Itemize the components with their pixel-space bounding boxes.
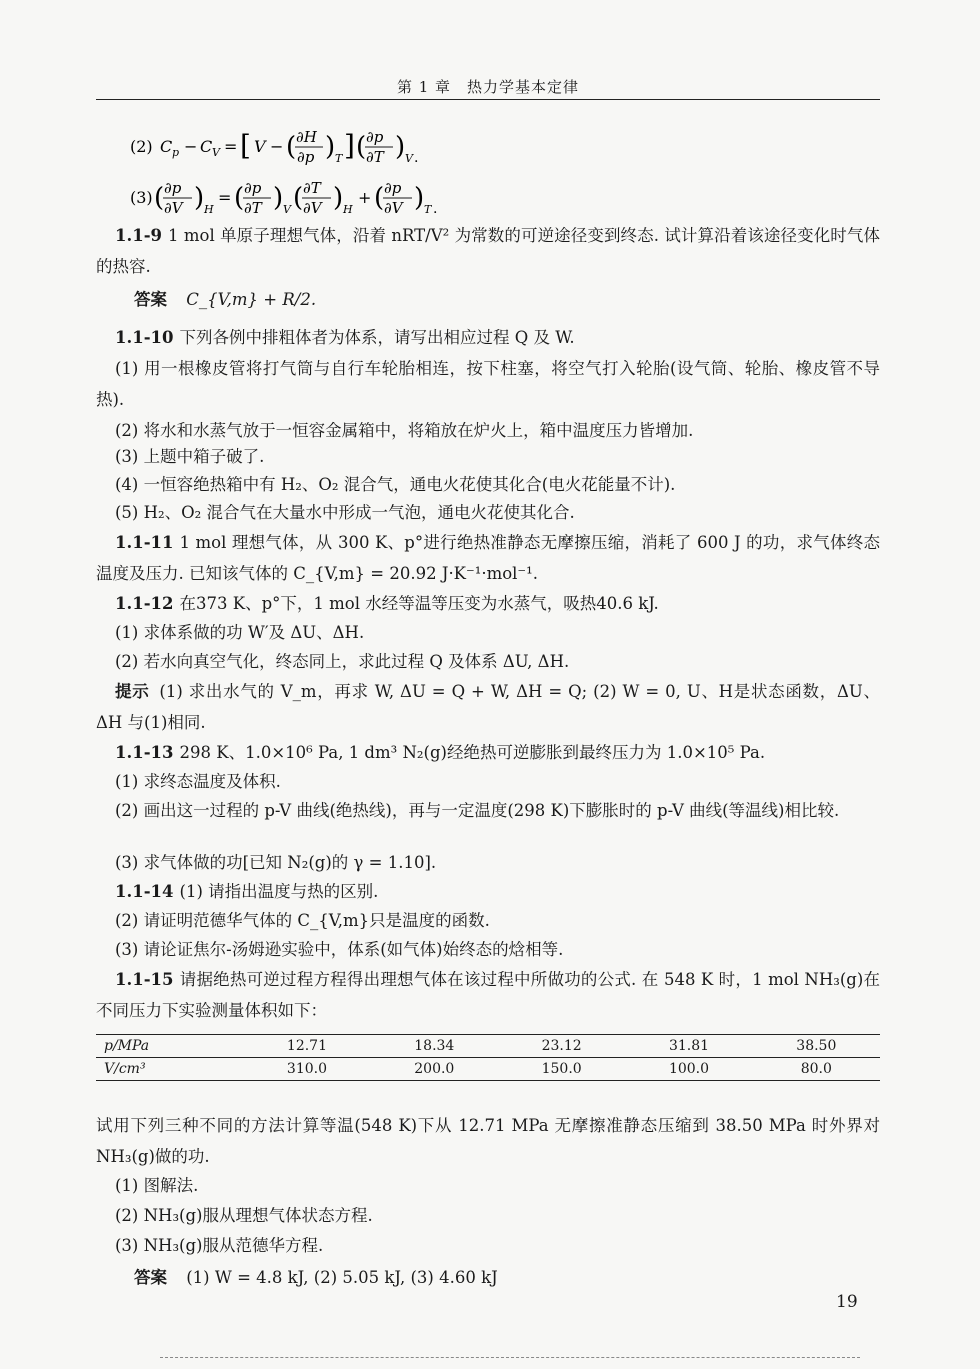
problem-1-1-14-item-2: (2) 请证明范德华气体的 C_{V,m}只是温度的函数. [115,911,490,930]
problem-1-1-10-item-4: (4) 一恒容绝热箱中有 H₂、O₂ 混合气，通电火花使其化合(电火花能量不计). [115,475,676,494]
svg-text:): ) [395,132,406,162]
svg-text:(: ( [154,183,165,213]
formula-2-label: (2) [130,137,153,156]
svg-text:∂V: ∂V [303,199,322,217]
svg-text:∂p: ∂p [297,148,315,166]
svg-text:∂V: ∂V [164,199,183,217]
problem-1-1-10-item-2: (2) 将水和水蒸气放于一恒容金属箱中，将箱放在炉火上，箱中温度压力皆增加. [115,421,694,440]
svg-text:H: H [343,203,353,216]
svg-text:∂p: ∂p [366,128,384,146]
svg-text:.: . [414,150,419,166]
problem-1-1-14-item-3: (3) 请论证焦尔-汤姆逊实验中，体系(如气体)始终态的焓相等. [115,940,564,959]
answer-1-1-9 [134,286,316,310]
problem-1-1-15-item-1: (1) 图解法. [115,1176,199,1195]
answer-label: 答案 [134,1268,167,1287]
problem-1-1-13-item-1: (1) 求终态温度及体积. [115,772,281,791]
svg-text:T: T [335,152,343,165]
table-cell: 38.50 [796,1038,837,1054]
svg-text:∂p: ∂p [164,179,182,197]
problem-text: 在373 K、p°下，1 mol 水经等温等压变为水蒸气，吸热40.6 kJ. [179,594,659,613]
problem-number: 1.1-9 [115,226,163,245]
svg-text:): ) [194,183,205,213]
problem-number: 1.1-14 [115,882,174,901]
table-cell: 200.0 [414,1061,455,1077]
answer-label: 答案 [134,290,167,309]
scan-edge-mark [160,1357,860,1358]
svg-text:+: + [358,188,372,207]
hint-text: (1) 求出水气的 V_m，再求 W, ΔU = Q + W, ΔH = Q; (2) W = 0, U、H是状态函数，ΔU、ΔH 与(1)相同. [96,682,880,732]
page-number: 19 [836,1292,858,1312]
svg-text:H: H [204,203,214,216]
svg-text:(: ( [374,183,385,213]
header-rule [96,99,880,100]
svg-text:V: V [405,152,413,165]
problem-1-1-12-item-1: (1) 求体系做的功 W′及 ΔU、ΔH. [115,623,365,642]
svg-text:V: V [254,137,266,156]
problem-1-1-12 [96,588,880,619]
svg-text:∂T: ∂T [244,199,262,217]
problem-1-1-15-question: 试用下列三种不同的方法计算等温(548 K)下从 12.71 MPa 无摩擦准静态压缩到 38.50 MPa 时外界对 NH₃(g)做的功. [96,1116,880,1166]
svg-text:=: = [224,137,238,156]
problem-text: 请据绝热可逆过程方程得出理想气体在该过程中所做功的公式. 在 548 K 时，1 mol NH₃(g)在不同压力下实验测量体积如下： [96,970,880,1020]
problem-1-1-9 [96,220,880,282]
problem-number: 1.1-10 [115,328,174,347]
problem-1-1-10-item-1: (1) 用一根橡皮管将打气筒与自行车轮胎相连，按下柱塞，将空气打入轮胎(设气筒、轮胎、橡皮管不导热). [96,359,880,409]
svg-text:−: − [270,137,284,156]
table-row-label: p/MPa [104,1038,150,1054]
problem-text: (1) 请指出温度与热的区别. [179,882,379,901]
svg-text:V: V [212,146,220,159]
answer-text: (1) W = 4.8 kJ, (2) 5.05 kJ, (3) 4.60 kJ [186,1268,498,1287]
table-cell: 18.34 [414,1038,455,1054]
problem-text: 1 mol 单原子理想气体，沿着 nRT/V² 为常数的可逆途径变到终态. 试计算沿着该途径变化时气体的热容. [96,226,880,276]
hint-1-1-12 [96,676,880,738]
table-cell: 31.81 [668,1038,710,1054]
svg-text:=: = [218,188,232,207]
svg-text:−: − [184,137,198,156]
problem-1-1-10 [96,322,880,353]
table-cell: 150.0 [541,1061,582,1077]
svg-text:]: ] [344,129,355,162]
table-row-label: V/cm³ [104,1061,146,1077]
svg-text:(: ( [234,183,245,213]
hint-label: 提示 [115,682,150,701]
svg-text:(: ( [356,132,367,162]
svg-text:.: . [433,201,438,217]
svg-text:C: C [160,137,173,156]
formula-2 [130,122,490,172]
problem-1-1-13-item-3: (3) 求气体做的功[已知 N₂(g)的 γ = 1.10]. [115,853,437,872]
svg-text:[: [ [240,129,251,162]
formula-3 [130,173,510,223]
problem-1-1-14 [96,876,880,907]
problem-1-1-13-item-2: (2) 画出这一过程的 p-V 曲线(绝热线)，再与一定温度(298 K)下膨胀时的 p-V 曲线(等温线)相比较. [115,801,840,820]
answer-formula: C_{V,m} + R/2. [186,290,317,309]
svg-text:): ) [273,183,284,213]
svg-text:): ) [333,183,344,213]
table-row-pressure [96,1035,880,1058]
table-cell: 23.12 [541,1038,582,1054]
svg-text:C: C [200,137,213,156]
svg-text:∂H: ∂H [296,128,317,146]
svg-text:V: V [283,203,291,216]
table-cell: 12.71 [286,1038,327,1054]
problem-number: 1.1-11 [115,533,174,552]
problem-1-1-12-item-2: (2) 若水向真空气化，终态同上，求此过程 Q 及体系 ΔU, ΔH. [115,652,570,671]
problem-1-1-15-item-2: (2) NH₃(g)服从理想气体状态方程. [115,1206,373,1225]
table-row-volume [96,1058,880,1080]
nh3-data-table [96,1034,880,1081]
problem-1-1-10-item-5: (5) H₂、O₂ 混合气在大量水中形成一气泡，通电火花使其化合. [115,503,575,522]
svg-text:): ) [414,183,425,213]
problem-number: 1.1-12 [115,594,174,613]
answer-1-1-15 [134,1264,498,1288]
svg-text:∂T: ∂T [303,179,321,197]
problem-text: 1 mol 理想气体，从 300 K、p°进行绝热准静态无摩擦压缩，消耗了 600 J 的功，求气体终态温度及压力. 已知该气体的 C_{V,m} = 20.92 J·K⁻¹·mol⁻¹. [96,533,880,583]
svg-text:∂V: ∂V [384,199,403,217]
problem-number: 1.1-15 [115,970,174,989]
running-header: 第 1 章 热力学基本定律 [396,78,580,96]
svg-text:p: p [172,146,180,159]
problem-text: 298 K、1.0×10⁶ Pa, 1 dm³ N₂(g)经绝热可逆膨胀到最终压力为 1.0×10⁵ Pa. [179,743,766,762]
problem-1-1-10-item-3: (3) 上题中箱子破了. [115,447,265,466]
problem-number: 1.1-13 [115,743,174,762]
svg-text:∂p: ∂p [384,179,402,197]
svg-text:(: ( [293,183,304,213]
svg-text:∂p: ∂p [244,179,262,197]
svg-text:T: T [424,203,432,216]
problem-1-1-11 [96,527,880,589]
problem-1-1-13 [96,737,880,768]
problem-1-1-15 [96,964,880,1026]
svg-text:): ) [325,132,336,162]
svg-text:∂T: ∂T [366,148,384,166]
problem-1-1-15-item-3: (3) NH₃(g)服从范德华方程. [115,1236,324,1255]
formula-3-label: (3) [130,188,153,207]
table-cell: 310.0 [286,1061,327,1077]
table-cell: 80.0 [800,1061,832,1077]
svg-text:(: ( [286,132,297,162]
table-cell: 100.0 [668,1061,710,1077]
problem-text: 下列各例中排粗体者为体系，请写出相应过程 Q 及 W. [179,328,575,347]
